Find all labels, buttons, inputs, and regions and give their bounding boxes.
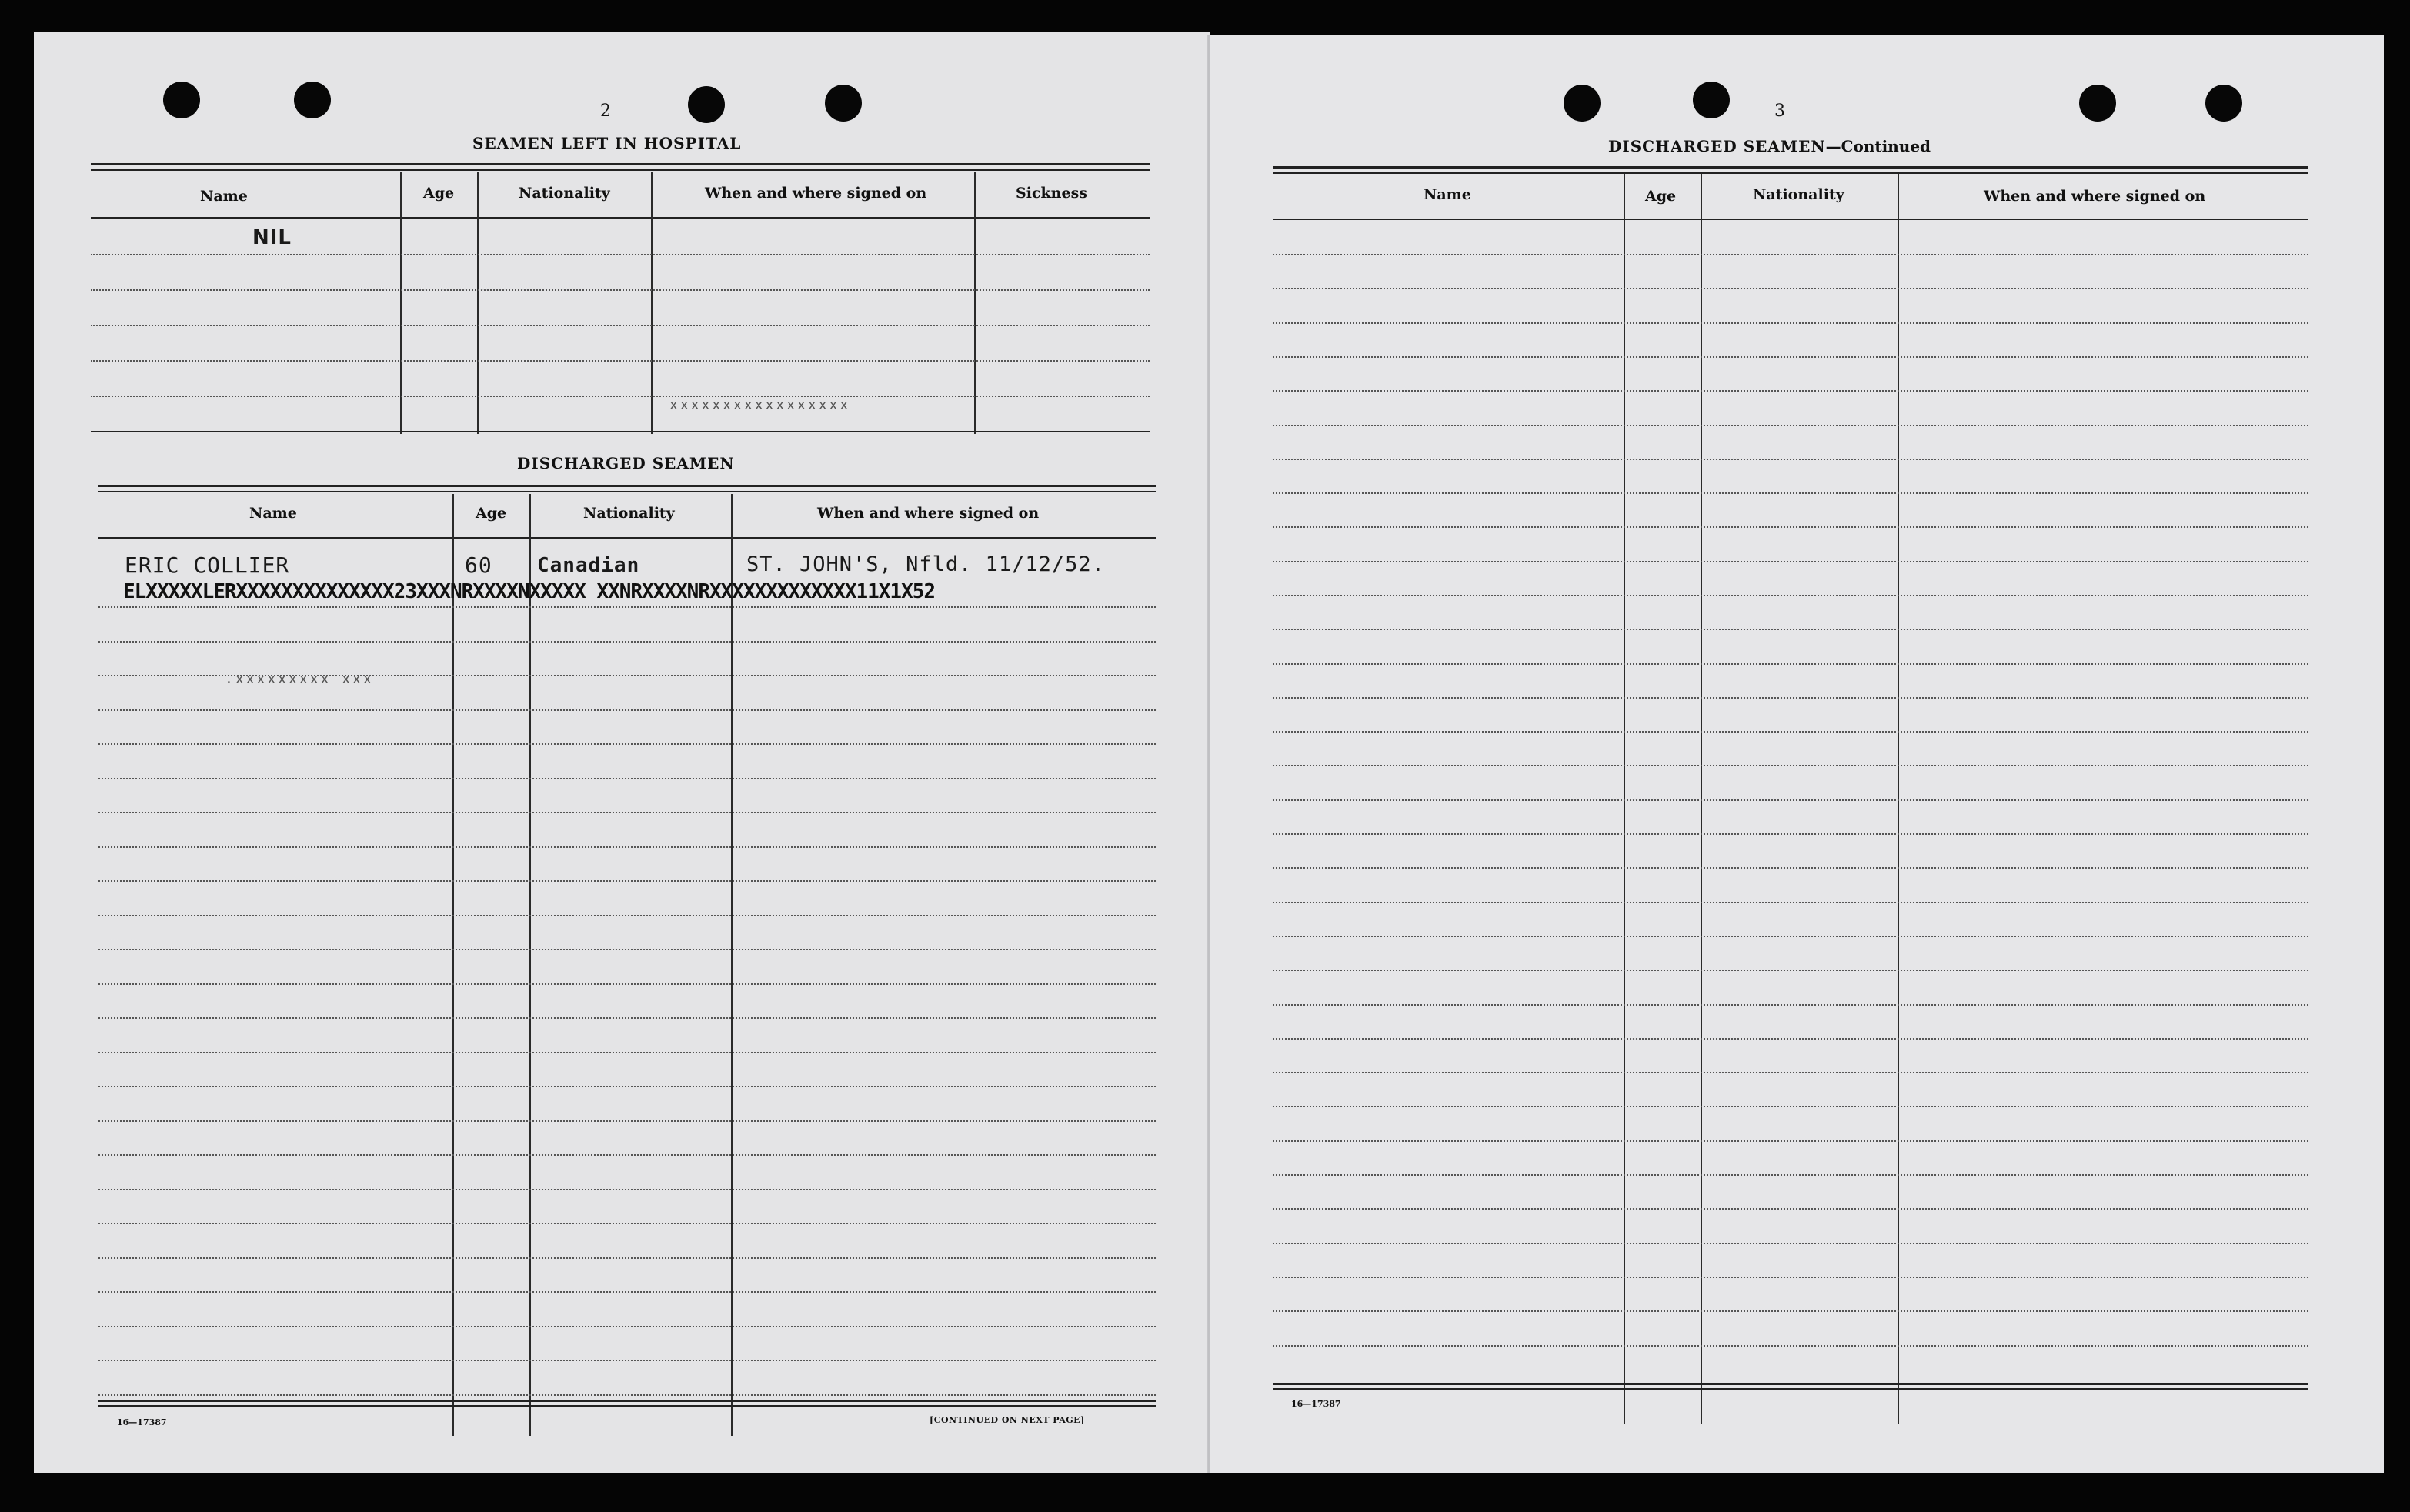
row-line — [98, 1154, 1156, 1156]
table-top-rule — [1273, 166, 2308, 169]
row-line — [98, 606, 1156, 608]
row-line — [1273, 765, 2308, 766]
struck-marks: xxxxxxxxxxxxxxxxx — [669, 397, 851, 413]
row-line — [1273, 356, 2308, 358]
row-line — [1273, 322, 2308, 324]
row-line — [1273, 970, 2308, 971]
row-line — [98, 949, 1156, 950]
row-line — [1273, 833, 2308, 835]
page-number: 2 — [600, 102, 611, 121]
punch-hole — [1693, 82, 1730, 118]
row-line — [1273, 731, 2308, 733]
col-age: Age — [423, 185, 455, 202]
row-line — [98, 1017, 1156, 1019]
row-line — [98, 1360, 1156, 1361]
seaman-signed-on: ST. JOHN'S, Nfld. 11/12/52. — [746, 552, 1105, 576]
col-divider — [400, 172, 402, 434]
row-line — [98, 743, 1156, 745]
row-line — [91, 396, 1150, 397]
punch-hole — [2205, 85, 2242, 122]
punch-hole — [688, 86, 725, 123]
row-line — [98, 915, 1156, 916]
form-code: 16—17387 — [1291, 1399, 1341, 1409]
col-nationality: Nationality — [1753, 186, 1844, 203]
row-line — [1273, 390, 2308, 392]
seaman-nationality: Canadian — [537, 554, 640, 577]
row-line — [1273, 1208, 2308, 1210]
row-line — [98, 641, 1156, 643]
row-line — [1273, 1004, 2308, 1006]
row-line — [98, 812, 1156, 813]
header-rule — [98, 537, 1156, 539]
row-line — [98, 709, 1156, 711]
table-bottom-rule — [98, 1405, 1156, 1407]
right-page — [1210, 35, 2384, 1473]
col-name: Name — [200, 188, 248, 205]
col-name: Name — [249, 505, 297, 522]
row-line — [1273, 425, 2308, 426]
col-divider — [477, 172, 479, 434]
col-divider — [731, 494, 733, 1436]
table-top-rule — [1273, 172, 2308, 174]
discharged-section-title: DISCHARGED SEAMEN — [517, 454, 735, 472]
col-signed-on: When and where signed on — [705, 185, 927, 202]
row-line — [98, 675, 1156, 676]
right-section-title — [1608, 137, 1931, 155]
row-line — [1273, 492, 2308, 494]
col-divider — [1898, 174, 1899, 1424]
punch-hole — [825, 85, 862, 122]
row-line — [1273, 1140, 2308, 1142]
hospital-entry: NIL — [252, 226, 292, 249]
row-line — [1273, 697, 2308, 699]
row-line — [1273, 1243, 2308, 1244]
punch-hole — [1564, 85, 1601, 122]
seaman-age: 60 — [465, 552, 492, 578]
row-line — [98, 1223, 1156, 1224]
table-bottom-rule — [1273, 1383, 2308, 1385]
col-divider — [1624, 174, 1625, 1424]
row-line — [98, 880, 1156, 882]
col-divider — [529, 494, 531, 1436]
row-line — [98, 1189, 1156, 1190]
col-signed-on: When and where signed on — [817, 505, 1040, 522]
table-bottom-rule — [91, 431, 1150, 432]
row-line — [1273, 1310, 2308, 1312]
row-line — [1273, 459, 2308, 460]
row-line — [1273, 1174, 2308, 1176]
continued-note: [CONTINUED ON NEXT PAGE] — [930, 1415, 1085, 1425]
header-rule — [91, 217, 1150, 219]
right-title-main: DISCHARGED SEAMEN — [1608, 137, 1826, 155]
table-top-rule — [98, 491, 1156, 492]
row-line — [98, 1326, 1156, 1327]
faint-marks: .xxxxxxxxx xxx — [225, 671, 374, 687]
col-divider — [1701, 174, 1702, 1424]
row-line — [91, 289, 1150, 291]
col-divider — [452, 494, 454, 1436]
row-line — [91, 325, 1150, 326]
row-line — [98, 778, 1156, 779]
row-line — [1273, 1106, 2308, 1107]
hospital-section-title: SEAMEN LEFT IN HOSPITAL — [472, 134, 742, 152]
row-line — [98, 846, 1156, 848]
col-nationality: Nationality — [519, 185, 610, 202]
row-line — [1273, 595, 2308, 596]
row-line — [91, 254, 1150, 255]
row-line — [1273, 902, 2308, 903]
row-line — [1273, 254, 2308, 255]
row-line — [1273, 799, 2308, 801]
row-line — [1273, 561, 2308, 562]
table-bottom-rule — [98, 1400, 1156, 1402]
punch-hole — [163, 82, 200, 118]
row-line — [98, 1394, 1156, 1396]
right-title-suffix: —Continued — [1825, 137, 1931, 155]
row-line — [1273, 867, 2308, 869]
punch-hole — [294, 82, 331, 118]
col-age: Age — [1645, 188, 1677, 205]
table-top-rule — [91, 163, 1150, 165]
row-line — [1273, 526, 2308, 528]
col-nationality: Nationality — [583, 505, 675, 522]
seaman-name: ERIC COLLIER — [125, 552, 290, 578]
punch-hole — [2079, 85, 2116, 122]
left-page — [34, 32, 1210, 1473]
table-top-rule — [98, 485, 1156, 487]
row-line — [1273, 663, 2308, 665]
row-line — [1273, 288, 2308, 289]
row-line — [1273, 1072, 2308, 1073]
col-age: Age — [476, 505, 507, 522]
row-line — [98, 1257, 1156, 1259]
row-line — [1273, 936, 2308, 937]
col-signed-on: When and where signed on — [1984, 188, 2206, 205]
col-divider — [974, 172, 976, 434]
row-line — [98, 1120, 1156, 1122]
col-name: Name — [1424, 186, 1471, 203]
row-line — [1273, 629, 2308, 630]
col-sickness: Sickness — [1016, 185, 1087, 202]
row-line — [98, 983, 1156, 985]
row-line — [98, 1052, 1156, 1053]
row-line — [98, 1086, 1156, 1087]
page-number: 3 — [1774, 102, 1785, 121]
col-divider — [651, 172, 653, 434]
row-line — [1273, 1277, 2308, 1278]
form-code: 16—17387 — [117, 1417, 167, 1427]
row-line — [1273, 1038, 2308, 1040]
strike-line: ELXXXXXLERXXXXXXXXXXXXXX23XXXNRXXXXNXXXXX XXNRXXXXNRXXXXXXXXXXXXX11X1X52 — [123, 580, 936, 603]
header-rule — [1273, 219, 2308, 220]
row-line — [91, 360, 1150, 362]
row-line — [98, 1291, 1156, 1293]
table-bottom-rule — [1273, 1388, 2308, 1390]
table-top-rule — [91, 169, 1150, 171]
row-line — [1273, 1345, 2308, 1347]
